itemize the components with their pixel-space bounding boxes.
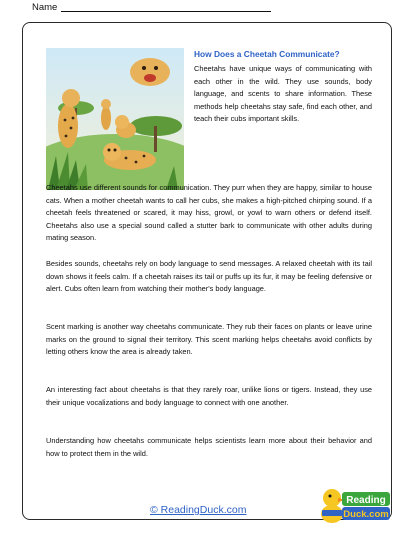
name-field-row bbox=[32, 2, 271, 13]
duck-icon bbox=[323, 489, 341, 507]
name-blank-line[interactable] bbox=[61, 11, 271, 12]
adult-cheetah-head bbox=[62, 89, 80, 107]
paragraph-intro: Cheetahs have unique ways of communicating with each other in the wild. They use sounds, body language, and scents to share information. These methods help cheetahs stay safe, find each other, and teach their cubs important skills. bbox=[194, 64, 372, 124]
standing-cub bbox=[101, 106, 111, 130]
adult-cheetah-body bbox=[58, 104, 78, 148]
cheetah-illustration bbox=[46, 48, 184, 190]
logo-text-reading: Reading bbox=[346, 495, 386, 506]
lying-cub-head bbox=[103, 143, 121, 161]
article-title: How Does a Cheetah Communicate? bbox=[194, 49, 340, 59]
book-icon bbox=[322, 510, 342, 516]
paragraph-body-language: Besides sounds, cheetahs rely on body language to send messages. A relaxed cheetah with its tail down shows it feels calm. If a cheetah raises its tail or puffs up its fur, it may be feeling defensive or alert. Cubs often learn from watching their mother's body language. bbox=[46, 259, 372, 294]
readingduck-logo bbox=[318, 478, 392, 528]
logo-text-duck: Duck.com bbox=[343, 509, 389, 520]
paragraph-scent-marking: Scent marking is another way cheetahs communicate. They rub their faces on plants or leave urine marks on the ground to signal their territory. This scent marking helps cheetahs avoid conflicts by letting others know the area is already taken. bbox=[46, 322, 372, 357]
paragraph-interesting-fact: An interesting fact about cheetahs is that they rarely roar, unlike lions or tigers. Instead, they use their unique vocalizations and body language to connect with one another. bbox=[46, 385, 372, 407]
name-label: Name bbox=[32, 2, 58, 13]
paragraph-sounds: Cheetahs use different sounds for communication. They purr when they are happy, similar to house cats. When a mother cheetah wants to call her cubs, she makes a high-pitched chirping sound. If a cheetah feels threatened or scared, it may hiss, growl, or yowl to warn others or defend itself. Cheetahs also use a special sound called a stutter bark to communicate with other adults during mating season. bbox=[46, 183, 372, 243]
paragraph-conclusion: Understanding how cheetahs communicate helps scientists learn more about their behavior and how to protect them in the wild. bbox=[46, 436, 372, 458]
readingduck-link[interactable]: © ReadingDuck.com bbox=[150, 504, 247, 516]
tree-trunk bbox=[154, 126, 157, 152]
